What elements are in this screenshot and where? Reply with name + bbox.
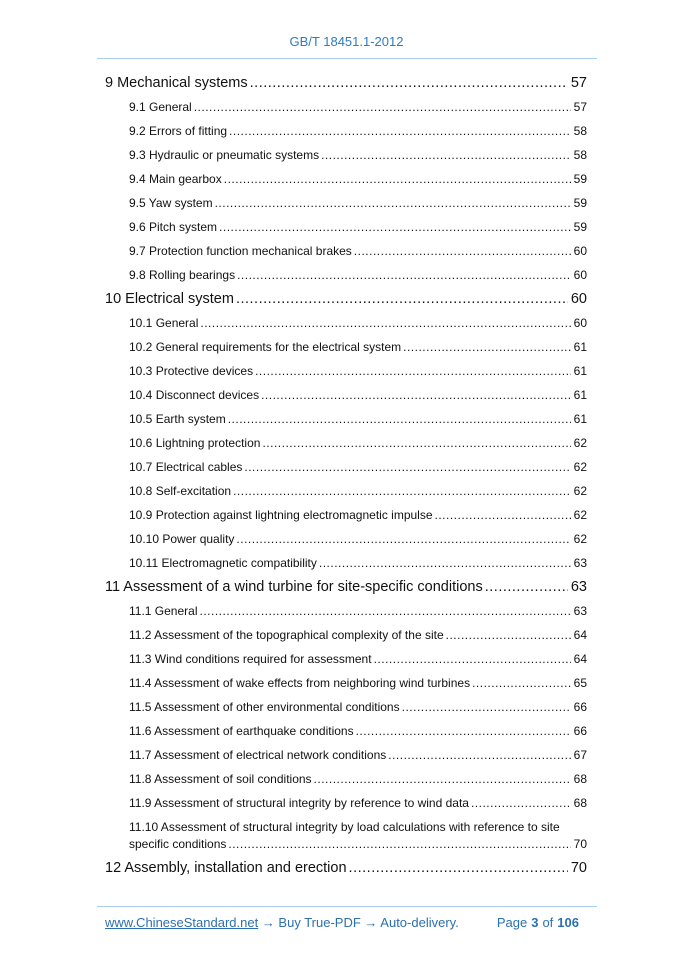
toc-subsection-entry[interactable] [105, 119, 587, 143]
toc-subsection-entry[interactable] [105, 263, 587, 287]
toc-entry-title: 10.3 Protective devices ..... [129, 364, 253, 378]
footer-promo-text: → Buy True-PDF → Auto-delivery. [258, 915, 459, 930]
toc-entry-page: 70 [568, 860, 587, 877]
footer-divider [97, 906, 597, 907]
toc-entry-title: 10.10 Power quality ..... [129, 532, 234, 546]
toc-entry-title: 11.5 Assessment of other environmental conditions ..... [129, 700, 400, 714]
toc-entry-page: 61 [571, 387, 587, 404]
toc-entry-title: 10.1 General ..... [129, 316, 198, 330]
toc-entry-page: 66 [571, 723, 587, 740]
toc-entry-title: 11.1 General ..... [129, 604, 198, 618]
toc-subsection-entry[interactable] [105, 191, 587, 215]
toc-entry-title: 11.2 Assessment of the topographical complexity of the site ..... [129, 628, 444, 642]
toc-entry-page: 59 [571, 171, 587, 188]
toc-entry-page: 61 [571, 363, 587, 380]
toc-subsection-entry[interactable] [105, 671, 587, 695]
toc-section-entry[interactable] [105, 856, 587, 880]
toc-subsection-entry[interactable] [105, 311, 587, 335]
toc-entry-page: 62 [571, 459, 587, 476]
toc-subsection-entry[interactable] [105, 359, 587, 383]
toc-entry-page: 62 [571, 435, 587, 452]
of-label: of [542, 915, 554, 930]
toc-entry-title: 9.2 Errors of fitting ..... [129, 124, 227, 138]
toc-section-entry[interactable] [105, 575, 587, 599]
toc-entry-page: 63 [568, 579, 587, 596]
toc-subsection-entry[interactable] [105, 719, 587, 743]
toc-subsection-entry[interactable] [105, 695, 587, 719]
current-page: 3 [531, 915, 539, 930]
toc-entry-page: 57 [571, 99, 587, 116]
toc-entry-page: 62 [571, 507, 587, 524]
toc-entry-title: 9.6 Pitch system ..... [129, 220, 217, 234]
toc-entry-page: 65 [571, 675, 587, 692]
toc-entry-title: 10.4 Disconnect devices ..... [129, 388, 259, 402]
toc-entry-title: 9.8 Rolling bearings ..... [129, 268, 235, 282]
toc-entry-page: 62 [571, 483, 587, 500]
toc-subsection-entry[interactable] [105, 95, 587, 119]
toc-entry-page: 63 [571, 603, 587, 620]
toc-entry-title: 10.2 General requirements for the electrical system ..... [129, 340, 401, 354]
page-indicator [497, 915, 583, 930]
toc-section-entry[interactable] [105, 287, 587, 311]
toc-entry-page: 60 [571, 267, 587, 284]
total-pages: 106 [557, 915, 579, 930]
toc-entry-page: 64 [571, 627, 587, 644]
toc-entry-page: 60 [571, 315, 587, 332]
toc-entry-page: 64 [571, 651, 587, 668]
toc-subsection-entry[interactable] [105, 215, 587, 239]
toc-entry-page: 58 [571, 123, 587, 140]
toc-subsection-entry[interactable] [105, 479, 587, 503]
toc-entry-title: 11.9 Assessment of structural integrity by reference to wind data ..... [129, 796, 469, 810]
toc-entry-page: 62 [571, 531, 587, 548]
toc-entry-page: 63 [571, 555, 587, 572]
toc-subsection-entry[interactable] [105, 623, 587, 647]
toc-entry-title: 10.5 Earth system ..... [129, 412, 226, 426]
toc-entry-title: 11 Assessment of a wind turbine for site-specific conditions ..... [105, 579, 483, 595]
toc-entry-title: 11.8 Assessment of soil conditions ..... [129, 772, 312, 786]
page-footer [105, 915, 583, 930]
website-link[interactable]: www.ChineseStandard.net [105, 915, 259, 930]
toc-entry-title: 10.8 Self-excitation ..... [129, 484, 231, 498]
header-divider [97, 58, 597, 59]
toc-entry-title: 10.7 Electrical cables ..... [129, 460, 242, 474]
toc-subsection-entry[interactable] [105, 143, 587, 167]
toc-subsection-entry[interactable] [105, 239, 587, 263]
toc-entry-page: 67 [571, 747, 587, 764]
toc-entry-title: 10 Electrical system ..... [105, 291, 234, 307]
toc-entry-title: 10.6 Lightning protection ..... [129, 436, 260, 450]
table-of-contents [105, 71, 587, 880]
toc-entry-page: 68 [571, 795, 587, 812]
toc-entry-page: 59 [571, 219, 587, 236]
toc-subsection-entry[interactable] [105, 647, 587, 671]
toc-entry-title: 9.7 Protection function mechanical brakes ..... [129, 244, 352, 258]
toc-entry-title: 11.10 Assessment of structural integrity by load calculations with reference to site specific conditions ..... [129, 820, 560, 851]
toc-entry-page: 58 [571, 147, 587, 164]
toc-entry-page: 57 [568, 75, 587, 92]
toc-entry-page: 60 [571, 243, 587, 260]
toc-subsection-entry[interactable] [105, 551, 587, 575]
toc-entry-title: 9 Mechanical systems ..... [105, 75, 248, 91]
toc-subsection-entry[interactable] [105, 599, 587, 623]
toc-entry-page: 60 [568, 291, 587, 308]
document-header: GB/T 18451.1-2012 [289, 34, 404, 49]
toc-entry-title: 11.3 Wind conditions required for assessment ..... [129, 652, 372, 666]
toc-entry-title: 10.9 Protection against lightning electromagnetic impulse ..... [129, 508, 433, 522]
toc-section-entry[interactable] [105, 71, 587, 95]
toc-entry-title: 11.4 Assessment of wake effects from neighboring wind turbines ..... [129, 676, 470, 690]
toc-entry-title: 9.5 Yaw system ..... [129, 196, 213, 210]
toc-subsection-entry[interactable] [105, 743, 587, 767]
toc-entry-page: 70 [571, 836, 587, 853]
toc-subsection-entry[interactable] [105, 335, 587, 359]
toc-subsection-entry[interactable] [105, 407, 587, 431]
toc-entry-title: 9.1 General ..... [129, 100, 192, 114]
toc-subsection-entry[interactable] [105, 815, 587, 856]
toc-entry-title: 9.3 Hydraulic or pneumatic systems ..... [129, 148, 319, 162]
toc-entry-page: 59 [571, 195, 587, 212]
toc-subsection-entry[interactable] [105, 167, 587, 191]
toc-subsection-entry[interactable] [105, 455, 587, 479]
toc-entry-title: 9.4 Main gearbox ..... [129, 172, 222, 186]
toc-entry-page: 61 [571, 339, 587, 356]
toc-subsection-entry[interactable] [105, 791, 587, 815]
toc-entry-page: 66 [571, 699, 587, 716]
toc-subsection-entry[interactable] [105, 503, 587, 527]
toc-entry-page: 68 [571, 771, 587, 788]
toc-entry-page: 61 [571, 411, 587, 428]
toc-subsection-entry[interactable] [105, 383, 587, 407]
toc-entry-title: 10.11 Electromagnetic compatibility ..... [129, 556, 317, 570]
toc-entry-title: 12 Assembly, installation and erection ..... [105, 860, 347, 876]
toc-entry-title: 11.6 Assessment of earthquake conditions ..... [129, 724, 354, 738]
toc-subsection-entry[interactable] [105, 527, 587, 551]
toc-subsection-entry[interactable] [105, 767, 587, 791]
toc-subsection-entry[interactable] [105, 431, 587, 455]
toc-entry-title: 11.7 Assessment of electrical network conditions ..... [129, 748, 386, 762]
page-label: Page [496, 915, 528, 930]
